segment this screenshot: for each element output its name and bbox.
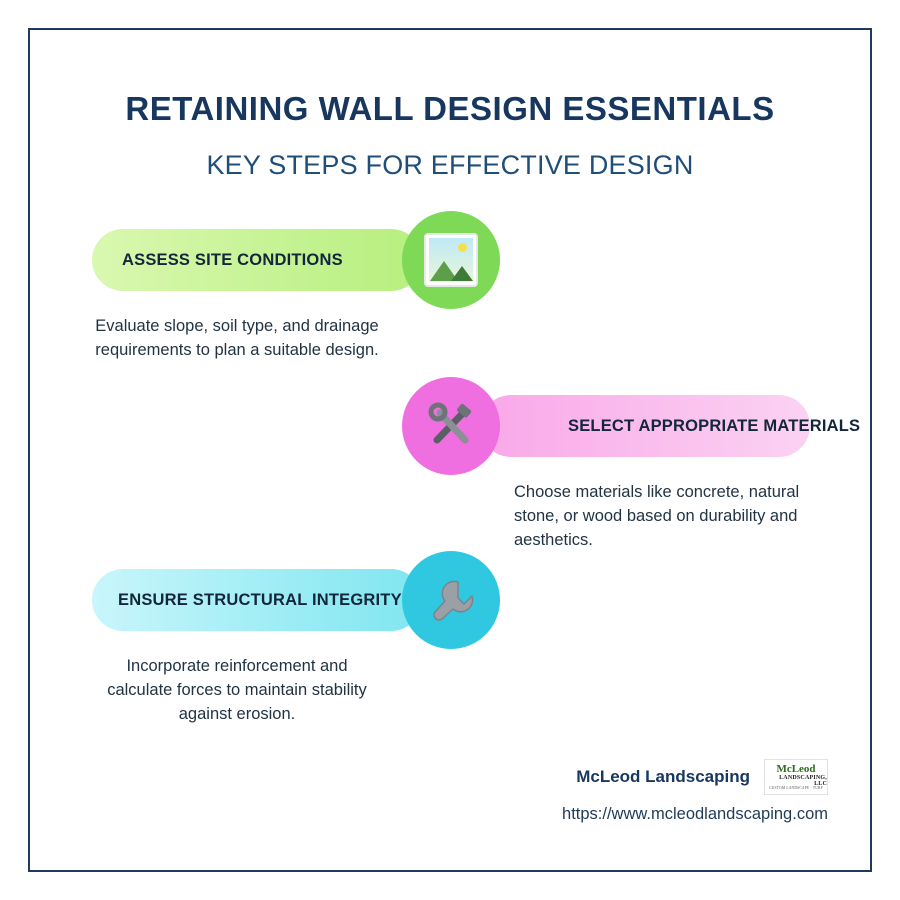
step-1-label: ASSESS SITE CONDITIONS <box>122 250 343 269</box>
step-3-icon-circle <box>402 551 500 649</box>
brand-logo-line3: CUSTOM LANDSCAPE · TURF <box>769 785 823 790</box>
step-1-icon-circle <box>402 211 500 309</box>
step-1-description: Evaluate slope, soil type, and drainage requirements to plan a suitable design. <box>95 317 379 359</box>
step-item-1 <box>30 211 870 361</box>
steps-list <box>30 211 870 723</box>
wrench-icon <box>424 573 478 627</box>
brand-name: McLeod Landscaping <box>576 767 750 786</box>
step-3-pill <box>92 569 422 631</box>
brand-row <box>562 759 828 795</box>
step-2-icon-circle <box>402 377 500 475</box>
step-1-pill <box>92 229 422 291</box>
website-url[interactable]: https://www.mcleodlandscaping.com <box>562 805 828 823</box>
page-title: RETAINING WALL DESIGN ESSENTIALS <box>125 90 775 127</box>
step-item-2 <box>30 377 870 549</box>
step-item-3 <box>30 551 870 723</box>
step-2-description: Choose materials like concrete, natural stone, or wood based on durability and aesthetics. <box>514 483 800 549</box>
brand-logo-line1: McLeod <box>776 762 816 775</box>
footer <box>562 759 828 824</box>
landscape-photo-icon <box>424 233 478 287</box>
hammer-and-wrench-icon <box>424 399 478 453</box>
step-3-description: Incorporate reinforcement and calculate forces to maintain stability against erosion. <box>107 657 367 723</box>
step-2-label: SELECT APPROPRIATE MATERIALS <box>568 416 861 435</box>
infographic-poster <box>28 28 872 872</box>
page-subtitle: KEY STEPS FOR EFFECTIVE DESIGN <box>206 150 694 180</box>
step-2-pill <box>480 395 861 457</box>
step-3-label: ENSURE STRUCTURAL INTEGRITY <box>118 590 402 609</box>
brand-logo <box>764 759 828 795</box>
brand-logo-line2: LANDSCAPING, LLC <box>779 774 827 787</box>
